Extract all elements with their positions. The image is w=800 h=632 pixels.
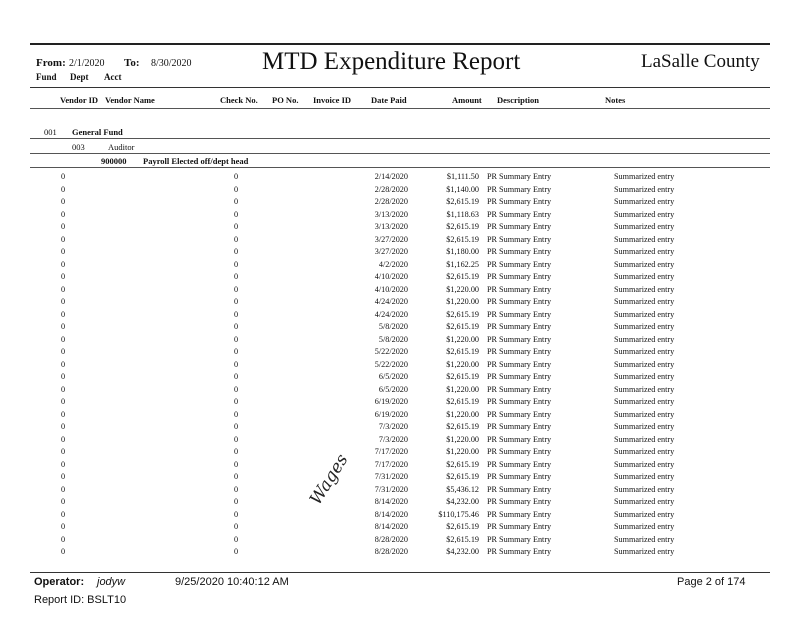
vendor-id-cell: 0 — [61, 184, 66, 194]
date-paid-cell: 4/10/2020 — [374, 284, 408, 294]
notes-cell: Summarized entry — [614, 459, 675, 469]
amount-cell: $1,118.63 — [446, 209, 479, 219]
vendor-id-cell: 0 — [61, 459, 66, 469]
description-cell: PR Summary Entry — [487, 272, 552, 281]
fund-rule — [30, 138, 770, 139]
description-cell: PR Summary Entry — [487, 497, 552, 506]
col-description: Description — [497, 95, 540, 105]
amount-cell: $1,220.00 — [446, 409, 479, 419]
notes-cell: Summarized entry — [614, 447, 675, 456]
vendor-id-cell: 0 — [61, 272, 66, 281]
notes-cell: Summarized entry — [614, 347, 675, 356]
notes-cell: Summarized entry — [614, 184, 675, 194]
date-paid-cell: 5/8/2020 — [378, 322, 408, 331]
vendor-id-cell: 0 — [61, 197, 66, 206]
notes-cell: Summarized entry — [614, 259, 675, 269]
description-cell: PR Summary Entry — [487, 284, 552, 294]
date-paid-cell: 8/14/2020 — [374, 509, 408, 519]
table-row — [0, 196, 800, 208]
notes-cell: Summarized entry — [614, 384, 675, 394]
notes-cell: Summarized entry — [614, 522, 675, 531]
check-no-cell: 0 — [234, 334, 239, 344]
check-no-cell: 0 — [234, 484, 239, 494]
amount-cell: $2,615.19 — [446, 422, 479, 431]
date-paid-cell: 7/31/2020 — [374, 472, 408, 481]
date-paid-cell: 8/14/2020 — [374, 497, 408, 506]
table-row — [0, 534, 800, 546]
check-no-cell: 0 — [234, 184, 239, 194]
description-cell: PR Summary Entry — [487, 509, 552, 519]
amount-cell: $2,615.19 — [446, 222, 479, 231]
amount-cell: $1,220.00 — [446, 359, 479, 369]
table-row — [0, 421, 800, 433]
date-paid-cell: 4/24/2020 — [374, 309, 408, 319]
amount-cell: $2,615.19 — [446, 197, 479, 206]
notes-cell: Summarized entry — [614, 209, 675, 219]
notes-cell: Summarized entry — [614, 547, 675, 556]
check-no-cell: 0 — [234, 259, 239, 269]
date-paid-cell: 3/13/2020 — [374, 209, 408, 219]
vendor-id-cell: 0 — [61, 447, 66, 456]
date-paid-cell: 2/28/2020 — [374, 197, 408, 206]
amount-cell: $2,615.19 — [446, 309, 479, 319]
vendor-id-cell: 0 — [61, 472, 66, 481]
description-cell: PR Summary Entry — [487, 447, 552, 456]
amount-cell: $1,220.00 — [446, 384, 479, 394]
amount-cell: $2,615.19 — [446, 322, 479, 331]
amount-cell: $1,140.00 — [446, 184, 479, 194]
description-cell: PR Summary Entry — [487, 234, 552, 244]
vendor-id-cell: 0 — [61, 522, 66, 531]
acct-label: Acct — [104, 72, 122, 82]
col-amount: Amount — [452, 95, 482, 105]
col-vendor-name: Vendor Name — [105, 95, 155, 105]
table-row — [0, 234, 800, 246]
operator-label: Operator: — [34, 576, 85, 588]
column-header-rule — [30, 108, 770, 109]
description-cell: PR Summary Entry — [487, 184, 552, 194]
table-row — [0, 471, 800, 483]
amount-cell: $1,220.00 — [446, 334, 479, 344]
col-notes: Notes — [605, 95, 626, 105]
table-row — [0, 459, 800, 471]
amount-cell: $2,615.19 — [446, 534, 479, 544]
check-no-cell: 0 — [234, 372, 239, 381]
amount-cell: $110,175.46 — [438, 509, 479, 519]
description-cell: PR Summary Entry — [487, 359, 552, 369]
table-row — [0, 409, 800, 421]
acct-code: 900000 — [101, 156, 127, 166]
date-paid-cell: 4/2/2020 — [378, 259, 408, 269]
check-no-cell: 0 — [234, 397, 239, 406]
description-cell: PR Summary Entry — [487, 397, 552, 406]
notes-cell: Summarized entry — [614, 484, 675, 494]
vendor-id-cell: 0 — [61, 397, 66, 406]
date-paid-cell: 5/8/2020 — [378, 334, 408, 344]
to-label: To: — [124, 57, 140, 69]
table-row — [0, 184, 800, 196]
check-no-cell: 0 — [234, 534, 239, 544]
check-no-cell: 0 — [234, 172, 239, 181]
table-row — [0, 446, 800, 458]
description-cell: PR Summary Entry — [487, 409, 552, 419]
check-no-cell: 0 — [234, 297, 239, 306]
vendor-id-cell: 0 — [61, 497, 66, 506]
check-no-cell: 0 — [234, 384, 239, 394]
description-cell: PR Summary Entry — [487, 547, 552, 556]
check-no-cell: 0 — [234, 234, 239, 244]
notes-cell: Summarized entry — [614, 359, 675, 369]
date-paid-cell: 2/28/2020 — [374, 184, 408, 194]
check-no-cell: 0 — [234, 222, 239, 231]
check-no-cell: 0 — [234, 509, 239, 519]
vendor-id-cell: 0 — [61, 347, 66, 356]
table-row — [0, 296, 800, 308]
dept-code: 003 — [72, 142, 85, 152]
vendor-id-cell: 0 — [61, 547, 66, 556]
amount-cell: $2,615.19 — [446, 347, 479, 356]
amount-cell: $2,615.19 — [446, 397, 479, 406]
table-row — [0, 271, 800, 283]
date-paid-cell: 7/17/2020 — [374, 459, 408, 469]
check-no-cell: 0 — [234, 309, 239, 319]
table-row — [0, 496, 800, 508]
vendor-id-cell: 0 — [61, 372, 66, 381]
acct-rule — [30, 167, 770, 168]
amount-cell: $1,111.50 — [446, 172, 479, 181]
notes-cell: Summarized entry — [614, 297, 675, 306]
date-paid-cell: 4/10/2020 — [374, 272, 408, 281]
check-no-cell: 0 — [234, 434, 239, 444]
description-cell: PR Summary Entry — [487, 434, 552, 444]
description-cell: PR Summary Entry — [487, 334, 552, 344]
date-paid-cell: 6/19/2020 — [374, 409, 408, 419]
handwritten-wages-annotation: Wages — [306, 450, 353, 509]
date-paid-cell: 2/14/2020 — [374, 172, 408, 181]
top-rule — [30, 43, 770, 45]
amount-cell: $2,615.19 — [446, 459, 479, 469]
vendor-id-cell: 0 — [61, 409, 66, 419]
table-row — [0, 396, 800, 408]
date-paid-cell: 7/17/2020 — [374, 447, 408, 456]
table-row — [0, 334, 800, 346]
notes-cell: Summarized entry — [614, 284, 675, 294]
operator-name: jodyw — [97, 576, 126, 588]
notes-cell: Summarized entry — [614, 322, 675, 331]
amount-cell: $1,220.00 — [446, 434, 479, 444]
from-label: From: — [36, 57, 66, 69]
table-row — [0, 346, 800, 358]
check-no-cell: 0 — [234, 547, 239, 556]
vendor-id-cell: 0 — [61, 234, 66, 244]
date-paid-cell: 3/13/2020 — [374, 222, 408, 231]
county-name: LaSalle County — [641, 51, 760, 72]
description-cell: PR Summary Entry — [487, 372, 552, 381]
description-cell: PR Summary Entry — [487, 484, 552, 494]
table-row — [0, 284, 800, 296]
date-paid-cell: 4/24/2020 — [374, 297, 408, 306]
description-cell: PR Summary Entry — [487, 384, 552, 394]
fund-label: Fund — [36, 72, 57, 82]
col-check-no: Check No. — [220, 95, 258, 105]
amount-cell: $4,232.00 — [446, 497, 479, 506]
notes-cell: Summarized entry — [614, 409, 675, 419]
table-row — [0, 171, 800, 183]
amount-cell: $2,615.19 — [446, 372, 479, 381]
description-cell: PR Summary Entry — [487, 309, 552, 319]
check-no-cell: 0 — [234, 284, 239, 294]
description-cell: PR Summary Entry — [487, 347, 552, 356]
dept-name: Auditor — [108, 142, 135, 152]
table-row — [0, 209, 800, 221]
table-row — [0, 359, 800, 371]
fund-code: 001 — [44, 127, 57, 137]
notes-cell: Summarized entry — [614, 272, 675, 281]
header-rule — [30, 87, 770, 88]
vendor-id-cell: 0 — [61, 422, 66, 431]
from-date: 2/1/2020 — [69, 58, 105, 69]
description-cell: PR Summary Entry — [487, 172, 552, 181]
fund-name: General Fund — [72, 127, 123, 137]
date-paid-cell: 6/5/2020 — [378, 384, 408, 394]
description-cell: PR Summary Entry — [487, 259, 552, 269]
date-paid-cell: 8/28/2020 — [374, 534, 408, 544]
dept-label: Dept — [70, 72, 89, 82]
vendor-id-cell: 0 — [61, 484, 66, 494]
notes-cell: Summarized entry — [614, 197, 675, 206]
vendor-id-cell: 0 — [61, 284, 66, 294]
vendor-id-cell: 0 — [61, 434, 66, 444]
check-no-cell: 0 — [234, 197, 239, 206]
description-cell: PR Summary Entry — [487, 472, 552, 481]
description-cell: PR Summary Entry — [487, 197, 552, 206]
check-no-cell: 0 — [234, 272, 239, 281]
amount-cell: $5,436.12 — [446, 484, 479, 494]
date-paid-cell: 3/27/2020 — [374, 247, 408, 256]
date-paid-cell: 3/27/2020 — [374, 234, 408, 244]
table-row — [0, 321, 800, 333]
table-row — [0, 484, 800, 496]
table-row — [0, 371, 800, 383]
vendor-id-cell: 0 — [61, 297, 66, 306]
notes-cell: Summarized entry — [614, 172, 675, 181]
check-no-cell: 0 — [234, 522, 239, 531]
description-cell: PR Summary Entry — [487, 422, 552, 431]
amount-cell: $4,232.00 — [446, 547, 479, 556]
table-row — [0, 384, 800, 396]
description-cell: PR Summary Entry — [487, 522, 552, 531]
col-invoice-id: Invoice ID — [313, 95, 352, 105]
date-paid-cell: 6/5/2020 — [378, 372, 408, 381]
date-paid-cell: 6/19/2020 — [374, 397, 408, 406]
table-row — [0, 521, 800, 533]
notes-cell: Summarized entry — [614, 334, 675, 344]
description-cell: PR Summary Entry — [487, 459, 552, 469]
check-no-cell: 0 — [234, 447, 239, 456]
vendor-id-cell: 0 — [61, 334, 66, 344]
date-paid-cell: 7/3/2020 — [378, 422, 408, 431]
amount-cell: $1,180.00 — [446, 247, 479, 256]
amount-cell: $1,220.00 — [446, 284, 479, 294]
vendor-id-cell: 0 — [61, 534, 66, 544]
check-no-cell: 0 — [234, 359, 239, 369]
vendor-id-cell: 0 — [61, 359, 66, 369]
notes-cell: Summarized entry — [614, 534, 675, 544]
notes-cell: Summarized entry — [614, 247, 675, 256]
amount-cell: $1,220.00 — [446, 447, 479, 456]
notes-cell: Summarized entry — [614, 222, 675, 231]
description-cell: PR Summary Entry — [487, 297, 552, 306]
dept-rule — [30, 153, 770, 154]
check-no-cell: 0 — [234, 472, 239, 481]
vendor-id-cell: 0 — [61, 259, 66, 269]
date-paid-cell: 7/3/2020 — [378, 434, 408, 444]
acct-name: Payroll Elected off/dept head — [143, 156, 249, 166]
table-row — [0, 434, 800, 446]
table-row — [0, 259, 800, 271]
notes-cell: Summarized entry — [614, 472, 675, 481]
vendor-id-cell: 0 — [61, 384, 66, 394]
description-cell: PR Summary Entry — [487, 322, 552, 331]
description-cell: PR Summary Entry — [487, 222, 552, 231]
col-vendor-id: Vendor ID — [60, 95, 99, 105]
vendor-id-cell: 0 — [61, 222, 66, 231]
amount-cell: $2,615.19 — [446, 522, 479, 531]
date-paid-cell: 8/28/2020 — [374, 547, 408, 556]
check-no-cell: 0 — [234, 322, 239, 331]
notes-cell: Summarized entry — [614, 397, 675, 406]
description-cell: PR Summary Entry — [487, 209, 552, 219]
table-row — [0, 509, 800, 521]
notes-cell: Summarized entry — [614, 372, 675, 381]
vendor-id-cell: 0 — [61, 309, 66, 319]
date-paid-cell: 8/14/2020 — [374, 522, 408, 531]
check-no-cell: 0 — [234, 209, 239, 219]
report-id: Report ID: BSLT10 — [34, 594, 127, 606]
check-no-cell: 0 — [234, 409, 239, 419]
notes-cell: Summarized entry — [614, 497, 675, 506]
notes-cell: Summarized entry — [614, 234, 675, 244]
footer-rule — [30, 572, 770, 573]
print-timestamp: 9/25/2020 10:40:12 AM — [175, 576, 289, 588]
date-paid-cell: 5/22/2020 — [374, 347, 408, 356]
vendor-id-cell: 0 — [61, 322, 66, 331]
report-title: MTD Expenditure Report — [262, 48, 521, 75]
col-po-no: PO No. — [272, 95, 299, 105]
amount-cell: $1,220.00 — [446, 297, 479, 306]
description-cell: PR Summary Entry — [487, 534, 552, 544]
table-row — [0, 221, 800, 233]
amount-cell: $2,615.19 — [446, 472, 479, 481]
date-paid-cell: 7/31/2020 — [374, 484, 408, 494]
amount-cell: $2,615.19 — [446, 234, 479, 244]
check-no-cell: 0 — [234, 422, 239, 431]
check-no-cell: 0 — [234, 497, 239, 506]
table-row — [0, 546, 800, 558]
check-no-cell: 0 — [234, 247, 239, 256]
date-paid-cell: 5/22/2020 — [374, 359, 408, 369]
table-row — [0, 246, 800, 258]
amount-cell: $2,615.19 — [446, 272, 479, 281]
col-date-paid: Date Paid — [371, 95, 407, 105]
to-date: 8/30/2020 — [151, 58, 192, 69]
amount-cell: $1,162.25 — [446, 259, 479, 269]
vendor-id-cell: 0 — [61, 209, 66, 219]
description-cell: PR Summary Entry — [487, 247, 552, 256]
notes-cell: Summarized entry — [614, 309, 675, 319]
vendor-id-cell: 0 — [61, 509, 66, 519]
notes-cell: Summarized entry — [614, 434, 675, 444]
notes-cell: Summarized entry — [614, 509, 675, 519]
vendor-id-cell: 0 — [61, 247, 66, 256]
notes-cell: Summarized entry — [614, 422, 675, 431]
table-row — [0, 309, 800, 321]
check-no-cell: 0 — [234, 459, 239, 469]
page-number: Page 2 of 174 — [677, 576, 746, 588]
vendor-id-cell: 0 — [61, 172, 66, 181]
check-no-cell: 0 — [234, 347, 239, 356]
